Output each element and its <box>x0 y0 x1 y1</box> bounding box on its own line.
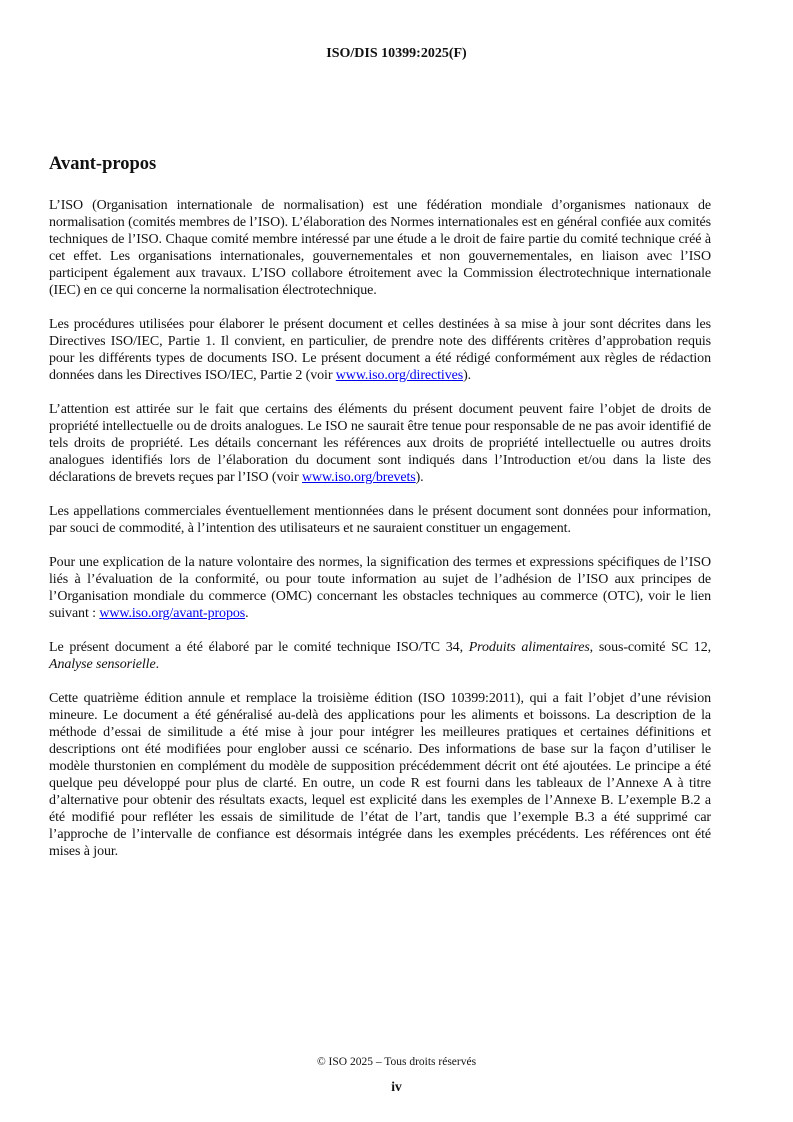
section-heading: Avant-propos <box>49 154 157 174</box>
text: Pour une explication de la nature volontaire des normes, la signification des termes et expressions spécifiques de l’ISO liés à l’évaluation de la conformité, ou pour toute information au sujet de l’adhésion de l’ISO aux principes de l’Organisation mondiale du commerce (OMC) concernant les obstacles techniques au commerce (OTC), voir le lien suivant : <box>49 555 711 621</box>
foreword-body <box>49 197 711 877</box>
text: ). <box>463 368 472 383</box>
text: ). <box>415 470 424 485</box>
directives-link[interactable]: www.iso.org/directives <box>335 368 464 383</box>
text: L’attention est attirée sur le fait que certains des éléments du présent document peuvent faire l’objet de droits de propriété intellectuelle ou de droits analogues. Le ISO ne saurait être tenue pour responsable de ne pas avoir identifié de tels droits de propriété. Les détails concernant les références aux droits de propriété intellectuelle ou autres droits analogues identifiés lors de l’élaboration du document sont indiqués dans l’Introduction et/ou dans la liste des déclarations de brevets reçues par l’ISO (voir <box>49 402 711 485</box>
paragraph-committee <box>49 639 711 673</box>
paragraph-procedures <box>49 316 711 384</box>
subcommittee-name: Analyse sensorielle <box>49 657 156 672</box>
paragraph-patents <box>49 401 711 486</box>
committee-name: Produits alimentaires <box>468 640 590 655</box>
document-id-header: ISO/DIS 10399:2025(F) <box>326 46 467 61</box>
paragraph-edition-changes: Cette quatrième édition annule et remplace la troisième édition (ISO 10399:2011), qui a fait l’objet d’une révision mineure. Le document a été généralisé au-delà des applications pour les aliments et boissons. La description de la méthode d’essai de similitude a été mise à jour pour intégrer les meilleures pratiques et certaines définitions et descriptions ont été modifiées pour englober aussi ce scénario. Des informations de base sur la façon d’utiliser le modèle thurstonien en complément du modèle de supposition précédemment décrit ont été ajoutées. Le principe a été quelque peu développé pour plus de clarté. En outre, un code R est fourni dans les tableaux de l’Annexe A à titre d’alternative pour obtenir des résultats exacts, lequel est explicité dans les exemples de l’Annexe B. L’exemple B.2 a été modifié pour refléter les essais de similitude de l’état de l’art, tandis que l’exemple B.3 a été supprimé car l’approche de l’intervalle de confiance est désormais intégrée dans les exemples précédents. Les références ont été mises à jour. <box>49 691 711 859</box>
page-number: iv <box>391 1079 402 1094</box>
paragraph-iso-intro: L’ISO (Organisation internationale de normalisation) est une fédération mondiale d’organismes nationaux de normalisation (comités membres de l’ISO). L’élaboration des Normes internationales est en général confiée aux comités techniques de l’ISO. Chaque comité membre intéressé par une étude a le droit de faire partie du comité technique créé à cet effet. Les organisations internationales, gouvernementales et non gouvernementales, en liaison avec l’ISO participent également aux travaux. L’ISO collabore étroitement avec la Commission électrotechnique internationale (IEC) en ce qui concerne la normalisation électrotechnique. <box>49 198 711 298</box>
text: . <box>155 657 159 672</box>
text: Les procédures utilisées pour élaborer le présent document et celles destinées à sa mise à jour sont décrites dans les Directives ISO/IEC, Partie 1. Il convient, en particulier, de prendre note des différents critères d’approbation requis pour les différents types de documents ISO. Le présent document a été rédigé conformément aux règles de rédaction données dans les Directives ISO/IEC, Partie 2 (voir <box>49 317 711 383</box>
paragraph-trade-names: Les appellations commerciales éventuellement mentionnées dans le présent document sont données pour information, par souci de commodité, à l’intention des utilisateurs et ne sauraient constituer un engagement. <box>49 504 711 536</box>
patents-link[interactable]: www.iso.org/brevets <box>302 470 416 485</box>
foreword-link[interactable]: www.iso.org/avant-propos <box>99 606 246 621</box>
text: . <box>245 606 249 621</box>
paragraph-voluntary-nature <box>49 554 711 622</box>
text: Le présent document a été élaboré par le comité technique ISO/TC 34, <box>49 640 469 655</box>
copyright-footer: © ISO 2025 – Tous droits réservés <box>316 1056 477 1068</box>
text: , sous-comité SC 12, <box>589 640 711 655</box>
